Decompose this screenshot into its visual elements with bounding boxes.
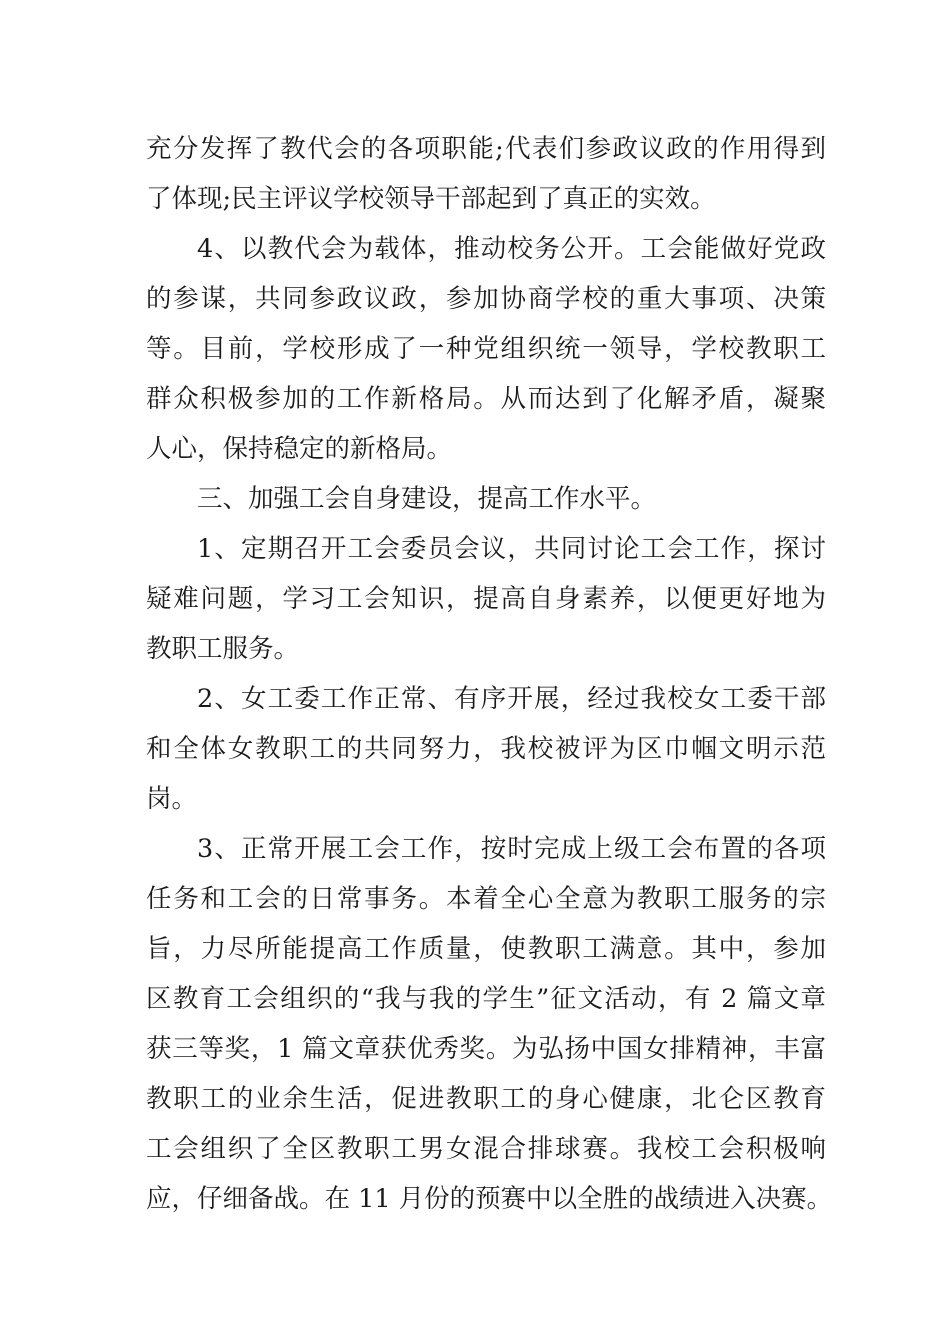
text-line: 教职工服务。 — [146, 634, 300, 664]
text-line: 获三等奖，1 篇文章获优秀奖。为弘扬中国女排精神，丰富 — [146, 1034, 826, 1064]
text-line: 群众积极参加的工作新格局。从而达到了化解矛盾，凝聚 — [146, 384, 826, 414]
text-line: 岗。 — [146, 784, 198, 814]
text-line: 和全体女教职工的共同努力，我校被评为区巾帼文明示范 — [146, 734, 826, 764]
text-line: 教职工的业余生活，促进教职工的身心健康，北仑区教育 — [146, 1084, 826, 1114]
paragraph-start-line: 2、女工委工作正常、有序开展，经过我校女工委干部 — [197, 684, 826, 714]
paragraph-start-line: 1、定期召开工会委员会议，共同讨论工会工作，探讨 — [197, 534, 826, 564]
document-body — [146, 124, 833, 1224]
paragraph-start-line: 3、正常开展工会工作，按时完成上级工会布置的各项 — [197, 834, 826, 864]
text-line: 应，仔细备战。在 11 月份的预赛中以全胜的战绩进入决赛。 — [146, 1184, 833, 1214]
text-line: 的参谋，共同参政议政，参加协商学校的重大事项、决策 — [146, 284, 826, 314]
text-line: 任务和工会的日常事务。本着全心全意为教职工服务的宗 — [146, 884, 826, 914]
text-line: 工会组织了全区教职工男女混合排球赛。我校工会积极响 — [146, 1134, 826, 1164]
text-line: 了体现;民主评议学校领导干部起到了真正的实效。 — [146, 184, 716, 214]
text-line: 旨，力尽所能提高工作质量，使教职工满意。其中，参加 — [146, 934, 826, 964]
paragraph-start-line: 4、以教代会为载体，推动校务公开。工会能做好党政 — [197, 234, 826, 264]
text-line: 区教育工会组织的“我与我的学生”征文活动，有 2 篇文章 — [146, 984, 826, 1014]
text-line: 人心，保持稳定的新格局。 — [146, 434, 453, 464]
text-line: 疑难问题，学习工会知识，提高自身素养，以便更好地为 — [146, 584, 826, 614]
section-heading: 三、加强工会自身建设，提高工作水平。 — [197, 484, 657, 514]
text-line: 充分发挥了教代会的各项职能;代表们参政议政的作用得到 — [146, 134, 826, 164]
text-line: 等。目前，学校形成了一种党组织统一领导，学校教职工 — [146, 334, 826, 364]
